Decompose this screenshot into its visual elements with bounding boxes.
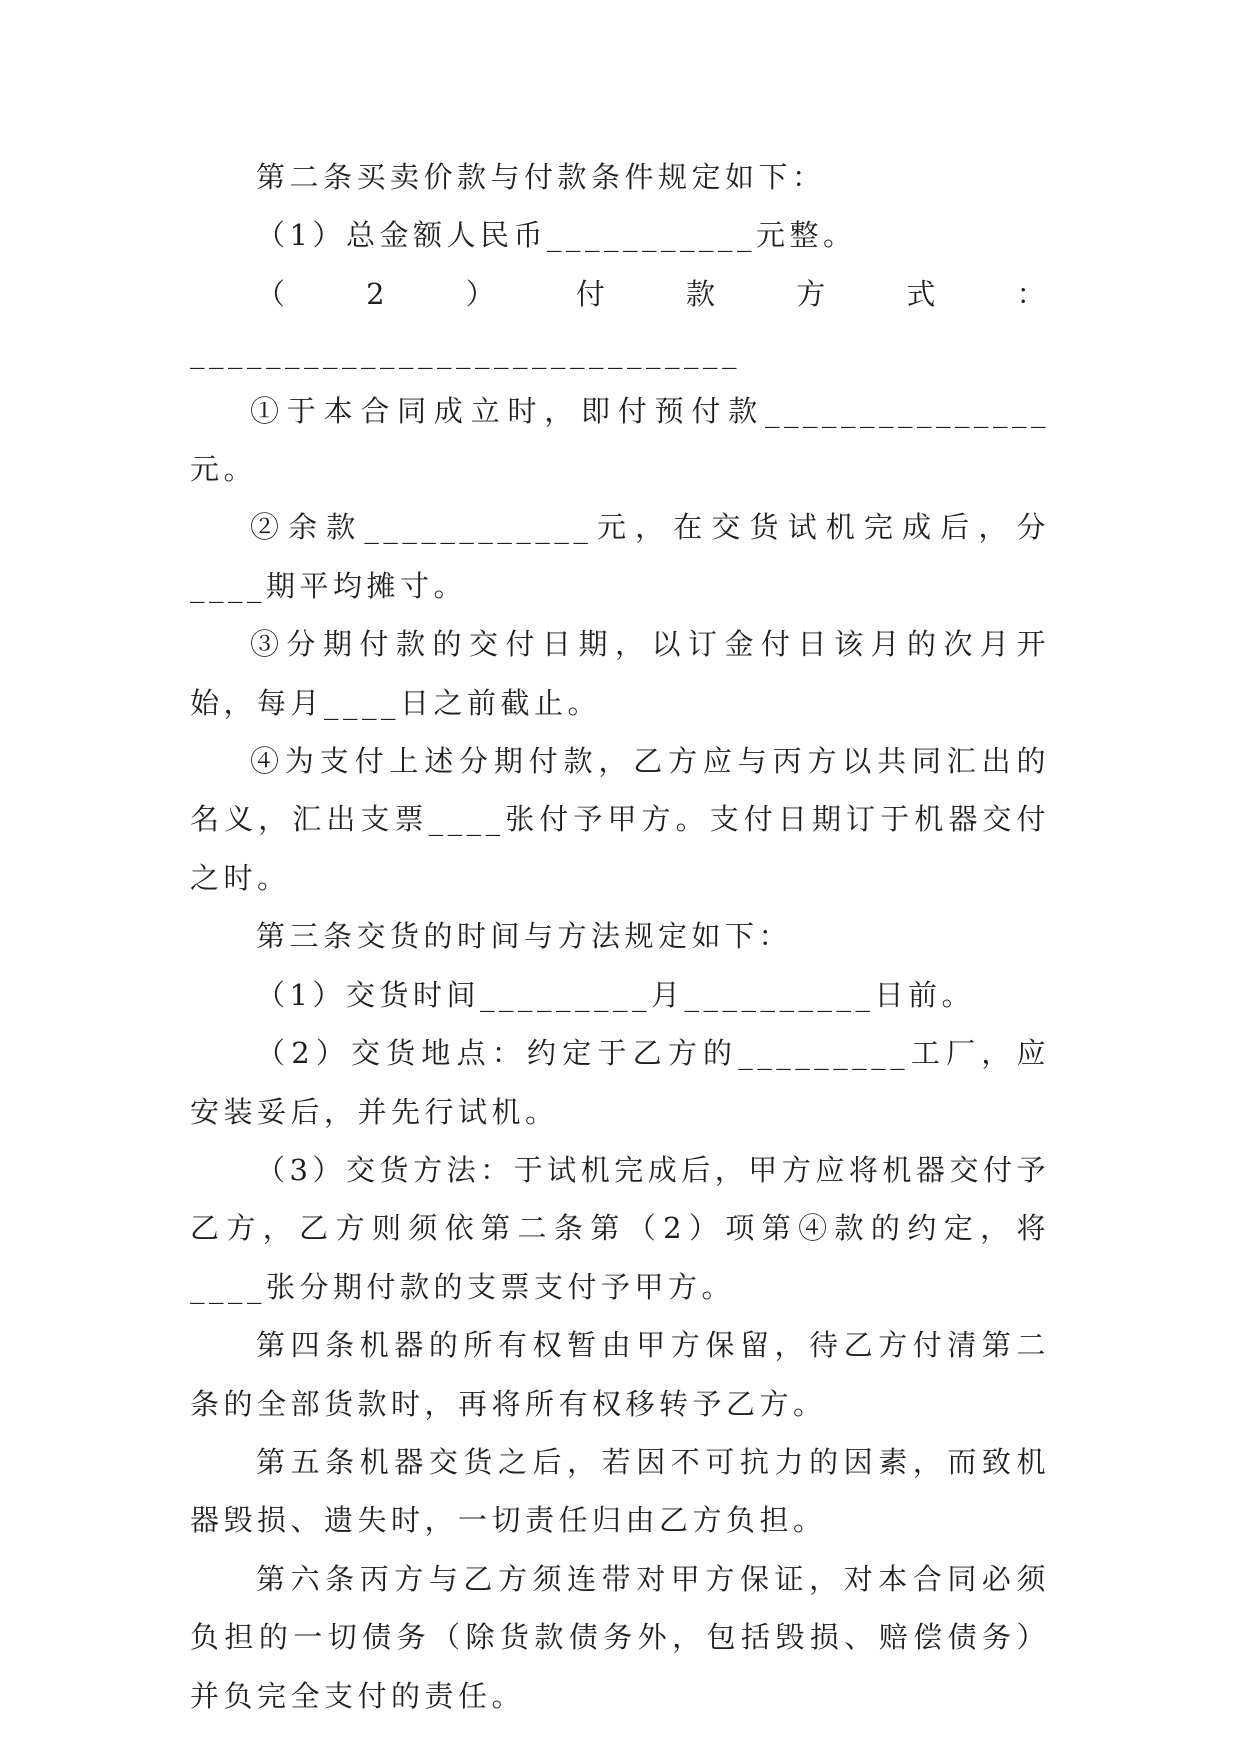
clause-3-item-3: （3）交货方法：于试机完成后，甲方应将机器交付予乙方，乙方则须依第二条第（2）项第④款的约定，将____张分期付款的支票支付予甲方。 [190,1152,1050,1304]
clause-2-heading: 第二条买卖价款与付款条件规定如下： [256,160,826,194]
clause-3-item-1: （1）交货时间_________月__________日前。 [256,977,975,1012]
clause-4: 第四条机器的所有权暂由甲方保留，待乙方付清第二条的全部货款时，再将所有权移转予乙方。 [190,1328,1050,1421]
clause-3-item-2: （2）交货地点：约定于乙方的_________工厂，应安装妥后，并先行试机。 [190,1036,1050,1129]
clause-2-sub-1: ①于本合同成立时，即付预付款_______________元。 [190,393,1050,487]
contract-page [190,148,1050,1725]
clause-6: 第六条丙方与乙方须连带对甲方保证，对本合同必须负担的一切债务（除货款债务外，包括毁损、赔偿债务）并负完全支付的责任。 [190,1561,1050,1713]
clause-2-item-2: （2）付款方式：_____________________________ [190,276,1050,370]
clause-2-sub-3: ③分期付款的交付日期，以订金付日该月的次月开始，每月____日之前截止。 [190,627,1050,720]
clause-2-sub-2: ②余款____________元，在交货试机完成后，分____期平均摊寸。 [190,510,1050,603]
clause-5: 第五条机器交货之后，若因不可抗力的因素，而致机器毁损、遗失时，一切责任归由乙方负担。 [190,1444,1050,1538]
clause-3-heading: 第三条交货的时间与方法规定如下： [256,919,793,954]
clause-2-item-1: （1）总金额人民币___________元整。 [256,218,857,253]
clause-2-sub-4: ④为支付上述分期付款，乙方应与丙方以共同汇出的名义，汇出支票____张付予甲方。支付日期订于机器交付之时。 [190,744,1050,895]
